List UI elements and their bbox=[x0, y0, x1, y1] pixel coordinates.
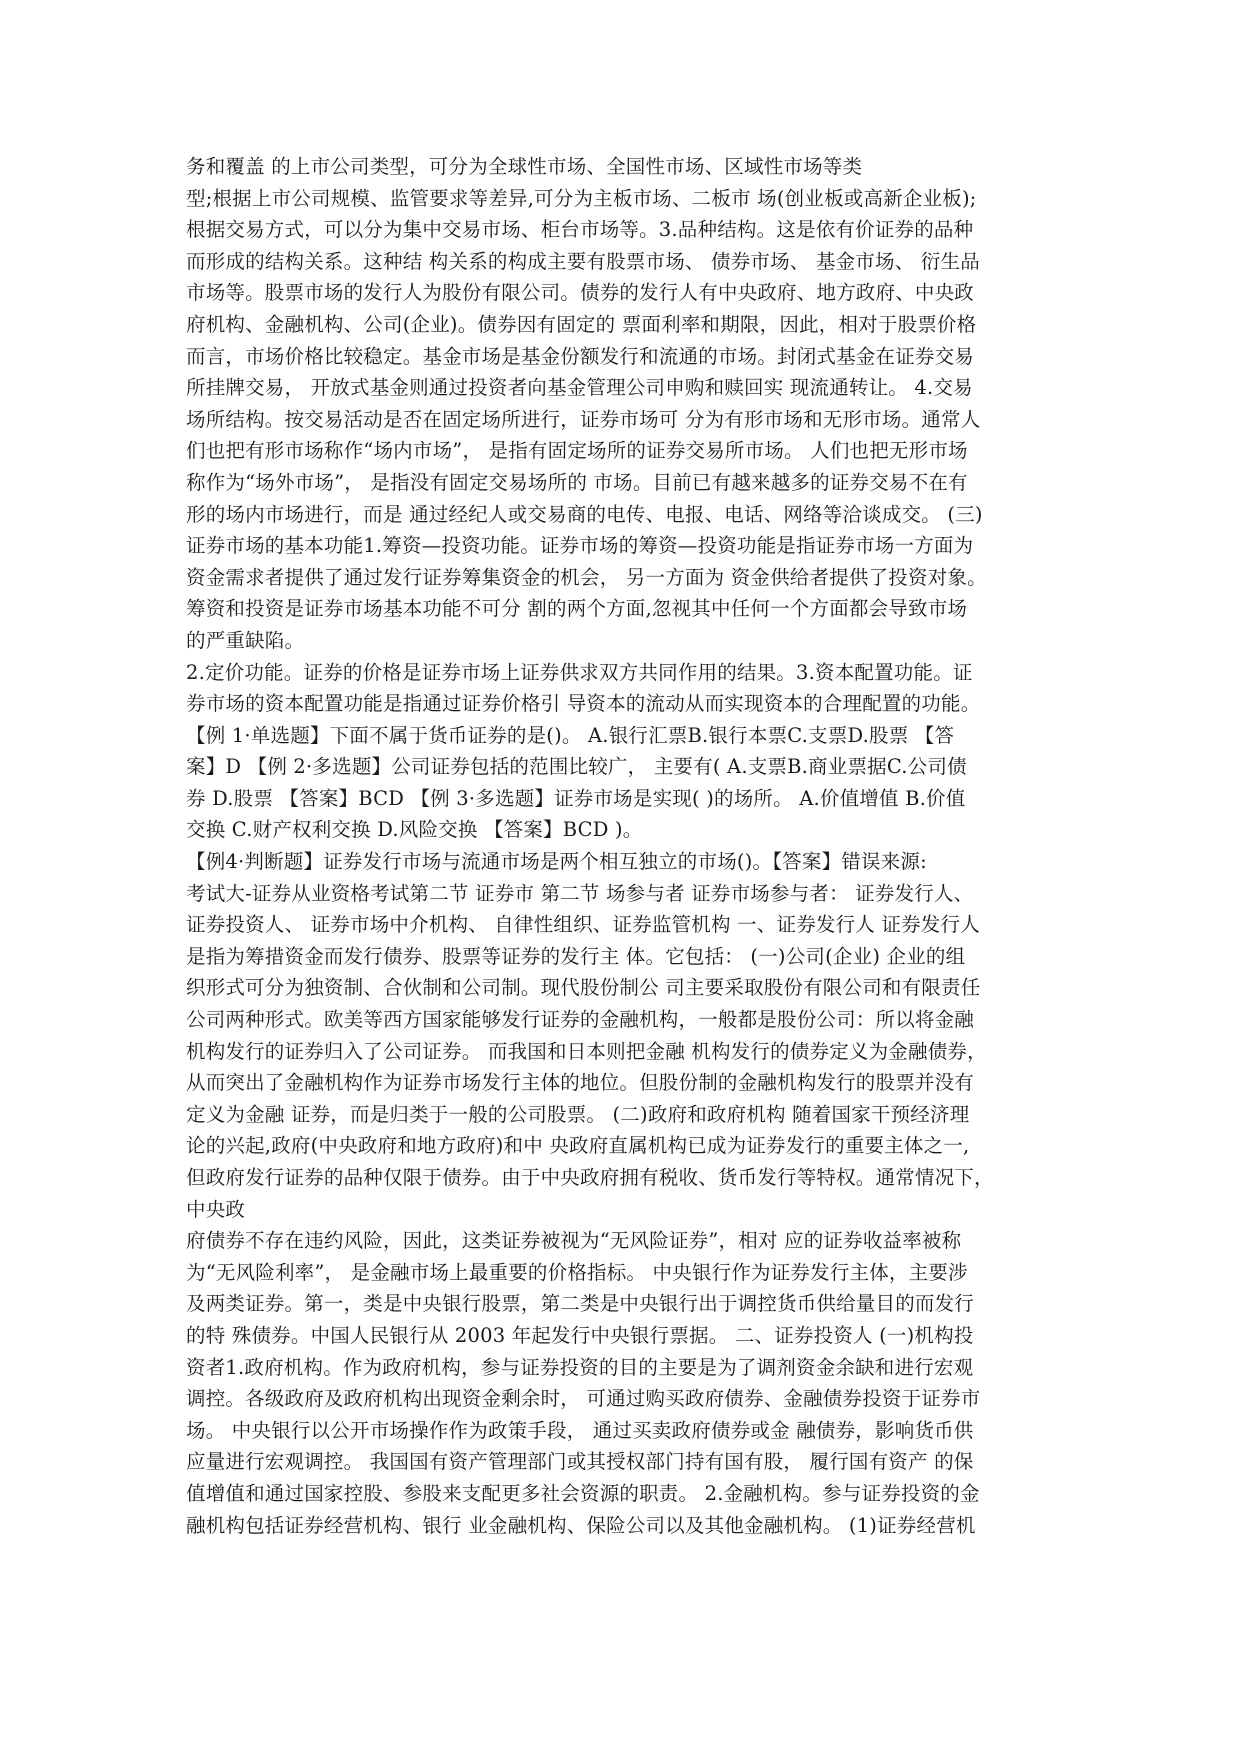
text-line: 根据交易方式，可以分为集中交易市场、柜台市场等。3.品种结构。这是依有价证券的品种 bbox=[186, 218, 974, 242]
text-line: 称作为“场外市场”， 是指没有固定交易场所的 市场。目前已有越来越多的证券交易不在有 bbox=[186, 470, 968, 494]
text-line: 资者1.政府机构。作为政府机构，参与证券投资的目的主要是为了调剂资金余缺和进行宏观 bbox=[186, 1355, 974, 1379]
text-line: 场所结构。按交易活动是否在固定场所进行，证券市场可 分为有形市场和无形市场。通常人 bbox=[186, 407, 981, 431]
text-line: 【例4·判断题】证券发行市场与流通市场是两个相互独立的市场()。【答案】错误来源: bbox=[186, 850, 927, 874]
text-line: 是指为筹措资金而发行债券、股票等证券的发行主 体。它包括： (一)公司(企业) 企业的组 bbox=[186, 944, 966, 968]
text-line: 及两类证券。第一，类是中央银行股票，第二类是中央银行出于调控货币供给量目的而发行 bbox=[186, 1292, 975, 1316]
text-line: 券 D.股票 【答案】BCD 【例 3·多选题】证券市场是实现( )的场所。 A.价值增值 B.价值 bbox=[186, 786, 966, 810]
text-line: 证券投资人、 证券市场中介机构、 自律性组织、证券监管机构 一、证券发行人 证券发行人 bbox=[186, 913, 980, 937]
text-line: 【例 1·单选题】下面不属于货币证券的是()。 A.银行汇票B.银行本票C.支票D.股票 【答 bbox=[186, 723, 955, 747]
text-line: 型;根据上市公司规模、监管要求等差异,可分为主板市场、二板市 场(创业板或高新企业板); bbox=[186, 186, 977, 210]
text-line: 考试大-证券从业资格考试第二节 证券市 第二节 场参与者 证券市场参与者： 证券发行人、 bbox=[186, 881, 974, 905]
text-line: 府债券不存在违约风险，因此，这类证券被视为“无风险证券”，相对 应的证券收益率被称 bbox=[186, 1229, 962, 1253]
text-line: 但政府发行证券的品种仅限于债券。由于中央政府拥有税收、货币发行等特权。通常情况下， bbox=[186, 1166, 994, 1189]
text-line: 券市场的资本配置功能是指通过证券价格引 导资本的流动从而实现资本的合理配置的功能。 bbox=[186, 692, 981, 716]
text-line: 证券市场的基本功能1.筹资—投资功能。证券市场的筹资—投资功能是指证券市场一方面为 bbox=[186, 534, 974, 558]
text-line: 府机构、金融机构、公司(企业)。债券因有固定的 票面利率和期限，因此，相对于股票价格 bbox=[186, 312, 977, 336]
text-line: 公司两种形式。欧美等西方国家能够发行证券的金融机构，一般都是股份公司：所以将金融 bbox=[186, 1008, 975, 1032]
text-line: 中央政 bbox=[186, 1197, 246, 1221]
text-line: 而形成的结构关系。这种结 构关系的构成主要有股票市场、 债券市场、 基金市场、 衍生品 bbox=[186, 249, 980, 273]
text-line: 织形式可分为独资制、合伙制和公司制。现代股份制公 司主要采取股份有限公司和有限责任 bbox=[186, 976, 981, 1000]
text-line: 论的兴起,政府(中央政府和地方政府)和中 央政府直属机构已成为证券发行的重要主体之一, bbox=[186, 1134, 970, 1158]
text-line: 形的场内市场进行，而是 通过经纪人或交易商的电传、电报、电话、网络等洽谈成交。 (三) bbox=[186, 502, 983, 526]
document-page bbox=[186, 151, 1066, 1541]
text-line: 案】D 【例 2·多选题】公司证券包括的范围比较广， 主要有( A.支票B.商业票据C.公司债 bbox=[186, 755, 967, 779]
text-line: 2.定价功能。证券的价格是证券市场上证券供求双方共同作用的结果。3.资本配置功能。证 bbox=[186, 660, 973, 684]
text-line: 值增值和通过国家控股、参股来支配更多社会资源的职责。 2.金融机构。参与证券投资的金 bbox=[186, 1481, 980, 1505]
text-line: 们也把有形市场称作“场内市场”， 是指有固定场所的证券交易所市场。 人们也把无形市场 bbox=[186, 439, 968, 463]
text-line: 的特 殊债券。中国人民银行从 2003 年起发行中央银行票据。 二、证券投资人 (一)机构投 bbox=[186, 1323, 974, 1347]
text-line: 为“无风险利率”， 是金融市场上最重要的价格指标。 中央银行作为证券发行主体，主要涉 bbox=[186, 1260, 968, 1284]
text-line: 调控。各级政府及政府机构出现资金剩余时， 可通过购买政府债券、金融债券投资于证券市 bbox=[186, 1387, 981, 1411]
text-line: 定义为金融 证券，而是归类于一般的公司股票。 (二)政府和政府机构 随着国家干预经济理 bbox=[186, 1102, 970, 1126]
text-line: 资金需求者提供了通过发行证券筹集资金的机会， 另一方面为 资金供给者提供了投资对象。 bbox=[186, 565, 987, 589]
text-line: 所挂牌交易， 开放式基金则通过投资者向基金管理公司申购和赎回实 现流通转让。 4.交易 bbox=[186, 376, 973, 400]
text-line: 而言，市场价格比较稳定。基金市场是基金份额发行和流通的市场。封闭式基金在证券交易 bbox=[186, 344, 975, 368]
text-line: 的严重缺陷。 bbox=[186, 628, 305, 652]
text-line: 融机构包括证券经营机构、银行 业金融机构、保险公司以及其他金融机构。 (1)证券经营机 bbox=[186, 1513, 976, 1537]
text-line: 从而突出了金融机构作为证券市场发行主体的地位。但股份制的金融机构发行的股票并没有 bbox=[186, 1071, 975, 1095]
text-line: 市场等。股票市场的发行人为股份有限公司。债券的发行人有中央政府、地方政府、中央政 bbox=[186, 281, 975, 305]
text-line: 机构发行的证券归入了公司证券。 而我国和日本则把金融 机构发行的债券定义为金融债券， bbox=[186, 1039, 987, 1063]
text-line: 交换 C.财产权利交换 D.风险交换 【答案】BCD )。 bbox=[186, 818, 643, 842]
text-line: 务和覆盖 的上市公司类型，可分为全球性市场、全国性市场、区域性市场等类 bbox=[186, 155, 863, 178]
text-line: 应量进行宏观调控。 我国国有资产管理部门或其授权部门持有国有股， 履行国有资产 的保 bbox=[186, 1450, 974, 1474]
text-line: 场。 中央银行以公开市场操作作为政策手段， 通过买卖政府债券或金 融债券，影响货币供 bbox=[186, 1418, 974, 1442]
text-line: 筹资和投资是证券市场基本功能不可分 割的两个方面,忽视其中任何一个方面都会导致市场 bbox=[186, 597, 968, 621]
